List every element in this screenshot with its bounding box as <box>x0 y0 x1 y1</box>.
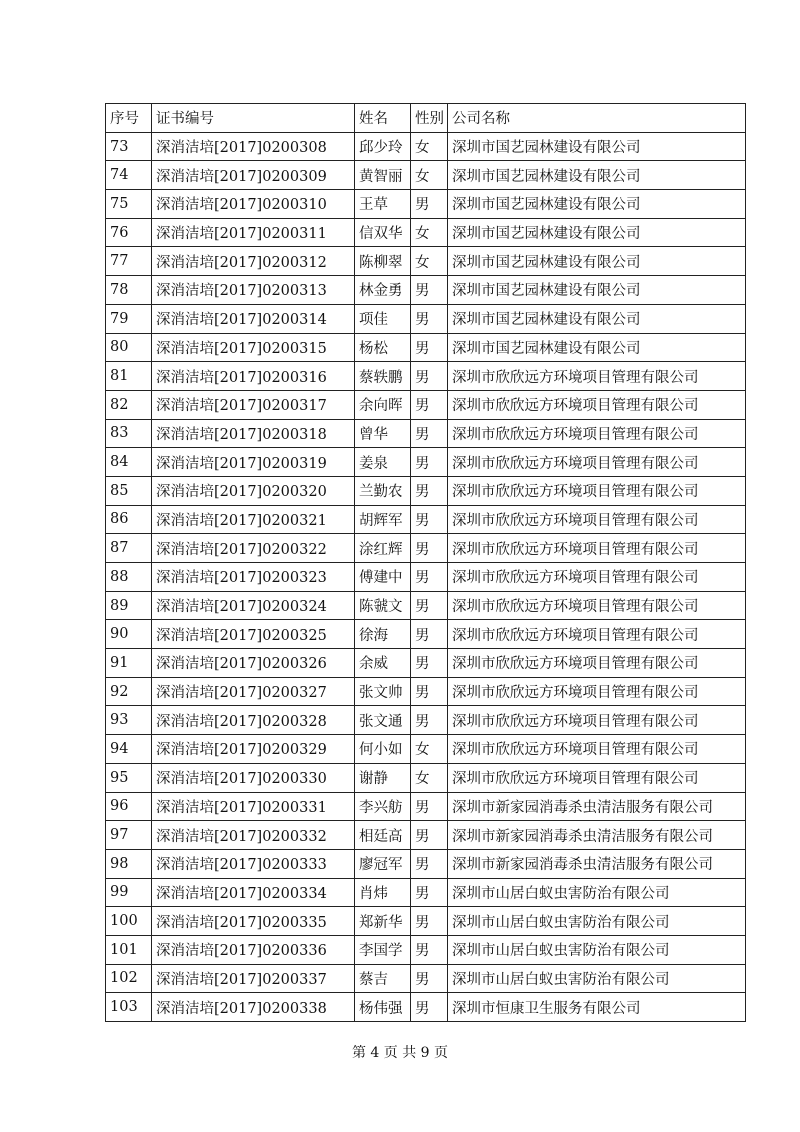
company-name-cell: 深圳市欣欣远方环境项目管理有限公司 <box>448 362 746 391</box>
serial-number-cell: 100 <box>106 907 152 936</box>
name-cell: 张文通 <box>355 706 411 735</box>
company-name-cell: 深圳市欣欣远方环境项目管理有限公司 <box>448 505 746 534</box>
certificate-number-cell: 深消洁培[2017]0200335 <box>152 907 355 936</box>
serial-number-cell: 95 <box>106 763 152 792</box>
name-cell: 杨松 <box>355 333 411 362</box>
name-cell: 姜泉 <box>355 448 411 477</box>
gender-cell: 男 <box>411 849 448 878</box>
gender-cell: 男 <box>411 706 448 735</box>
gender-cell: 男 <box>411 190 448 219</box>
name-cell: 项佳 <box>355 304 411 333</box>
name-cell: 信双华 <box>355 218 411 247</box>
serial-number-cell: 74 <box>106 161 152 190</box>
gender-cell: 男 <box>411 476 448 505</box>
table-row <box>106 534 746 563</box>
gender-cell: 男 <box>411 419 448 448</box>
certificate-number-cell: 深消洁培[2017]0200336 <box>152 935 355 964</box>
name-cell: 兰勤农 <box>355 476 411 505</box>
company-name-cell: 深圳市欣欣远方环境项目管理有限公司 <box>448 591 746 620</box>
serial-number-cell: 91 <box>106 649 152 678</box>
serial-number-cell: 82 <box>106 390 152 419</box>
name-cell: 谢静 <box>355 763 411 792</box>
gender-cell: 男 <box>411 878 448 907</box>
serial-number-cell: 103 <box>106 993 152 1022</box>
serial-number-cell: 92 <box>106 677 152 706</box>
gender-cell: 男 <box>411 390 448 419</box>
certificate-number-cell: 深消洁培[2017]0200315 <box>152 333 355 362</box>
gender-cell: 男 <box>411 649 448 678</box>
table-row <box>106 763 746 792</box>
gender-cell: 男 <box>411 563 448 592</box>
certificate-number-cell: 深消洁培[2017]0200319 <box>152 448 355 477</box>
gender-cell: 女 <box>411 735 448 764</box>
company-name-cell: 深圳市新家园消毒杀虫清洁服务有限公司 <box>448 821 746 850</box>
table-row <box>106 792 746 821</box>
name-cell: 余向晖 <box>355 390 411 419</box>
serial-number-cell: 93 <box>106 706 152 735</box>
name-cell: 胡辉军 <box>355 505 411 534</box>
name-cell: 李国学 <box>355 935 411 964</box>
company-name-cell: 深圳市欣欣远方环境项目管理有限公司 <box>448 534 746 563</box>
certificate-number-cell: 深消洁培[2017]0200333 <box>152 849 355 878</box>
certificate-number-cell: 深消洁培[2017]0200311 <box>152 218 355 247</box>
serial-number-cell: 97 <box>106 821 152 850</box>
serial-number-cell: 73 <box>106 132 152 161</box>
table-row <box>106 390 746 419</box>
company-name-cell: 深圳市山居白蚁虫害防治有限公司 <box>448 964 746 993</box>
table-row <box>106 964 746 993</box>
name-cell: 涂红辉 <box>355 534 411 563</box>
certificate-number-cell: 深消洁培[2017]0200329 <box>152 735 355 764</box>
gender-cell: 男 <box>411 333 448 362</box>
serial-number-cell: 99 <box>106 878 152 907</box>
gender-cell: 男 <box>411 993 448 1022</box>
company-name-cell: 深圳市国艺园林建设有限公司 <box>448 132 746 161</box>
serial-number-cell: 102 <box>106 964 152 993</box>
serial-number-cell: 86 <box>106 505 152 534</box>
name-cell: 李兴舫 <box>355 792 411 821</box>
gender-cell: 女 <box>411 132 448 161</box>
gender-cell: 男 <box>411 591 448 620</box>
name-cell: 张文帅 <box>355 677 411 706</box>
certificate-number-cell: 深消洁培[2017]0200330 <box>152 763 355 792</box>
certificate-number-cell: 深消洁培[2017]0200310 <box>152 190 355 219</box>
company-name-cell: 深圳市山居白蚁虫害防治有限公司 <box>448 907 746 936</box>
serial-number-cell: 94 <box>106 735 152 764</box>
serial-number-cell: 88 <box>106 563 152 592</box>
certificate-number-cell: 深消洁培[2017]0200331 <box>152 792 355 821</box>
table-row <box>106 849 746 878</box>
company-name-cell: 深圳市国艺园林建设有限公司 <box>448 304 746 333</box>
table-row <box>106 247 746 276</box>
gender-cell: 男 <box>411 362 448 391</box>
serial-number-cell: 75 <box>106 190 152 219</box>
certificate-number-cell: 深消洁培[2017]0200338 <box>152 993 355 1022</box>
gender-cell: 女 <box>411 218 448 247</box>
certificate-number-cell: 深消洁培[2017]0200309 <box>152 161 355 190</box>
serial-number-cell: 96 <box>106 792 152 821</box>
table-row <box>106 190 746 219</box>
certificate-number-cell: 深消洁培[2017]0200312 <box>152 247 355 276</box>
certificate-number-cell: 深消洁培[2017]0200322 <box>152 534 355 563</box>
gender-cell: 男 <box>411 964 448 993</box>
name-cell: 黄智丽 <box>355 161 411 190</box>
gender-cell: 女 <box>411 247 448 276</box>
name-cell: 杨伟强 <box>355 993 411 1022</box>
table-row <box>106 161 746 190</box>
table-row <box>106 276 746 305</box>
table-row <box>106 591 746 620</box>
table-row <box>106 563 746 592</box>
certificate-number-cell: 深消洁培[2017]0200320 <box>152 476 355 505</box>
certificate-number-cell: 深消洁培[2017]0200337 <box>152 964 355 993</box>
serial-number-cell: 87 <box>106 534 152 563</box>
name-cell: 肖炜 <box>355 878 411 907</box>
table-row <box>106 993 746 1022</box>
name-cell: 徐海 <box>355 620 411 649</box>
name-cell: 廖冠军 <box>355 849 411 878</box>
company-name-cell: 深圳市欣欣远方环境项目管理有限公司 <box>448 448 746 477</box>
gender-cell: 男 <box>411 792 448 821</box>
table-row <box>106 304 746 333</box>
gender-cell: 男 <box>411 505 448 534</box>
company-name-cell: 深圳市欣欣远方环境项目管理有限公司 <box>448 563 746 592</box>
serial-number-cell: 80 <box>106 333 152 362</box>
name-cell: 郑新华 <box>355 907 411 936</box>
certificate-number-cell: 深消洁培[2017]0200324 <box>152 591 355 620</box>
serial-number-cell: 77 <box>106 247 152 276</box>
certificate-number-cell: 深消洁培[2017]0200327 <box>152 677 355 706</box>
name-cell: 王草 <box>355 190 411 219</box>
gender-cell: 男 <box>411 448 448 477</box>
company-name-cell: 深圳市国艺园林建设有限公司 <box>448 190 746 219</box>
table-header-row <box>106 104 746 133</box>
gender-cell: 男 <box>411 821 448 850</box>
table-row <box>106 935 746 964</box>
company-name-cell: 深圳市山居白蚁虫害防治有限公司 <box>448 935 746 964</box>
gender-cell: 男 <box>411 304 448 333</box>
table-row <box>106 476 746 505</box>
table-row <box>106 333 746 362</box>
table-row <box>106 362 746 391</box>
serial-number-cell: 79 <box>106 304 152 333</box>
table-row <box>106 649 746 678</box>
company-name-cell: 深圳市欣欣远方环境项目管理有限公司 <box>448 706 746 735</box>
table-row <box>106 132 746 161</box>
company-name-cell: 深圳市欣欣远方环境项目管理有限公司 <box>448 677 746 706</box>
table-row <box>106 706 746 735</box>
name-cell: 蔡吉 <box>355 964 411 993</box>
table-row <box>106 907 746 936</box>
page-number: 第 4 页 共 9 页 <box>351 1045 449 1061</box>
name-cell: 傅建中 <box>355 563 411 592</box>
header-certificate-number: 证书编号 <box>152 104 355 133</box>
table-row <box>106 878 746 907</box>
name-cell: 蔡轶鹏 <box>355 362 411 391</box>
company-name-cell: 深圳市国艺园林建设有限公司 <box>448 218 746 247</box>
company-name-cell: 深圳市山居白蚁虫害防治有限公司 <box>448 878 746 907</box>
certificate-table <box>105 103 746 1022</box>
header-company-name: 公司名称 <box>448 104 746 133</box>
table-row <box>106 735 746 764</box>
name-cell: 何小如 <box>355 735 411 764</box>
serial-number-cell: 90 <box>106 620 152 649</box>
gender-cell: 男 <box>411 276 448 305</box>
gender-cell: 男 <box>411 677 448 706</box>
certificate-number-cell: 深消洁培[2017]0200314 <box>152 304 355 333</box>
company-name-cell: 深圳市欣欣远方环境项目管理有限公司 <box>448 419 746 448</box>
company-name-cell: 深圳市国艺园林建设有限公司 <box>448 276 746 305</box>
gender-cell: 女 <box>411 763 448 792</box>
name-cell: 陈虢文 <box>355 591 411 620</box>
company-name-cell: 深圳市新家园消毒杀虫清洁服务有限公司 <box>448 849 746 878</box>
name-cell: 林金勇 <box>355 276 411 305</box>
certificate-number-cell: 深消洁培[2017]0200334 <box>152 878 355 907</box>
company-name-cell: 深圳市国艺园林建设有限公司 <box>448 333 746 362</box>
header-serial-number: 序号 <box>106 104 152 133</box>
table-row <box>106 821 746 850</box>
header-gender: 性别 <box>411 104 448 133</box>
name-cell: 曾华 <box>355 419 411 448</box>
certificate-number-cell: 深消洁培[2017]0200323 <box>152 563 355 592</box>
company-name-cell: 深圳市国艺园林建设有限公司 <box>448 161 746 190</box>
header-name: 姓名 <box>355 104 411 133</box>
table-row <box>106 505 746 534</box>
certificate-number-cell: 深消洁培[2017]0200313 <box>152 276 355 305</box>
company-name-cell: 深圳市国艺园林建设有限公司 <box>448 247 746 276</box>
gender-cell: 男 <box>411 620 448 649</box>
certificate-number-cell: 深消洁培[2017]0200332 <box>152 821 355 850</box>
company-name-cell: 深圳市欣欣远方环境项目管理有限公司 <box>448 390 746 419</box>
name-cell: 陈柳翠 <box>355 247 411 276</box>
serial-number-cell: 89 <box>106 591 152 620</box>
gender-cell: 男 <box>411 534 448 563</box>
company-name-cell: 深圳市欣欣远方环境项目管理有限公司 <box>448 763 746 792</box>
serial-number-cell: 85 <box>106 476 152 505</box>
serial-number-cell: 81 <box>106 362 152 391</box>
serial-number-cell: 98 <box>106 849 152 878</box>
table-row <box>106 419 746 448</box>
serial-number-cell: 76 <box>106 218 152 247</box>
table-row <box>106 620 746 649</box>
table-row <box>106 218 746 247</box>
gender-cell: 男 <box>411 935 448 964</box>
certificate-number-cell: 深消洁培[2017]0200318 <box>152 419 355 448</box>
table-row <box>106 448 746 477</box>
company-name-cell: 深圳市恒康卫生服务有限公司 <box>448 993 746 1022</box>
company-name-cell: 深圳市欣欣远方环境项目管理有限公司 <box>448 649 746 678</box>
name-cell: 余威 <box>355 649 411 678</box>
serial-number-cell: 78 <box>106 276 152 305</box>
certificate-number-cell: 深消洁培[2017]0200321 <box>152 505 355 534</box>
name-cell: 相廷高 <box>355 821 411 850</box>
serial-number-cell: 84 <box>106 448 152 477</box>
company-name-cell: 深圳市新家园消毒杀虫清洁服务有限公司 <box>448 792 746 821</box>
company-name-cell: 深圳市欣欣远方环境项目管理有限公司 <box>448 620 746 649</box>
company-name-cell: 深圳市欣欣远方环境项目管理有限公司 <box>448 476 746 505</box>
gender-cell: 男 <box>411 907 448 936</box>
serial-number-cell: 83 <box>106 419 152 448</box>
certificate-number-cell: 深消洁培[2017]0200316 <box>152 362 355 391</box>
certificate-number-cell: 深消洁培[2017]0200317 <box>152 390 355 419</box>
table-row <box>106 677 746 706</box>
certificate-number-cell: 深消洁培[2017]0200308 <box>152 132 355 161</box>
certificate-number-cell: 深消洁培[2017]0200326 <box>152 649 355 678</box>
company-name-cell: 深圳市欣欣远方环境项目管理有限公司 <box>448 735 746 764</box>
serial-number-cell: 101 <box>106 935 152 964</box>
certificate-number-cell: 深消洁培[2017]0200328 <box>152 706 355 735</box>
certificate-number-cell: 深消洁培[2017]0200325 <box>152 620 355 649</box>
gender-cell: 女 <box>411 161 448 190</box>
name-cell: 邱少玲 <box>355 132 411 161</box>
